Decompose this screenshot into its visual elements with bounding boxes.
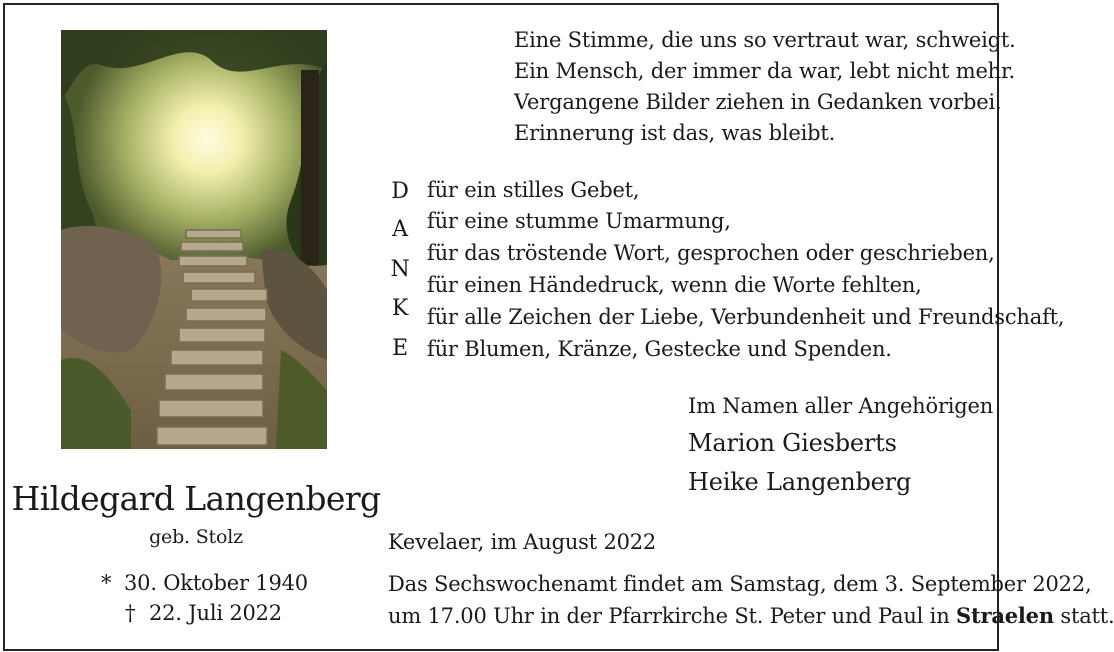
service-text: um 17.00 Uhr in der Pfarrkirche St. Peter und Paul in [388, 604, 956, 628]
place-date: Kevelaer, im August 2022 [388, 530, 657, 554]
danke-line: für ein stilles Gebet, [427, 178, 640, 202]
poem-line: Ein Mensch, der immer da war, lebt nicht mehr. [514, 59, 1016, 83]
danke-letter: A [392, 217, 408, 242]
signature-name: Marion Giesberts [688, 429, 897, 457]
birth-date: 30. Oktober 1940 [124, 571, 308, 595]
deceased-name: Hildegard Langenberg [11, 479, 381, 518]
danke-line: für alle Zeichen der Liebe, Verbundenheit und Freundschaft, [427, 305, 1065, 329]
death-date: 22. Juli 2022 [149, 601, 282, 625]
danke-letter: E [392, 336, 408, 361]
danke-line: für eine stumme Umarmung, [427, 209, 731, 233]
signature-name: Heike Langenberg [688, 468, 912, 496]
poem-line: Erinnerung ist das, was bleibt. [514, 121, 836, 145]
danke-line: für das tröstende Wort, gesprochen oder geschrieben, [427, 241, 995, 265]
poem-line: Eine Stimme, die uns so vertraut war, schweigt. [514, 28, 1016, 52]
service-line-1: Das Sechswochenamt findet am Samstag, dem 3. September 2022, [388, 572, 1092, 596]
stone-steps-forest-path-image [61, 30, 327, 449]
born-name: geb. Stolz [149, 526, 243, 548]
birth-symbol: * [101, 571, 112, 595]
signature-intro: Im Namen aller Angehörigen [688, 394, 994, 418]
danke-line: für Blumen, Kränze, Gestecke und Spenden. [427, 337, 892, 361]
danke-line: für einen Händedruck, wenn die Worte fehlten, [427, 273, 922, 297]
poem-line: Vergangene Bilder ziehen in Gedanken vorbei. [514, 90, 1002, 114]
danke-letter: K [391, 296, 409, 321]
service-line-2 [388, 602, 1114, 630]
death-symbol: † [125, 601, 136, 625]
danke-letter: D [391, 179, 409, 204]
danke-letter: N [390, 257, 410, 282]
service-location: Straelen [956, 603, 1054, 628]
service-text-end: statt. [1053, 604, 1114, 628]
